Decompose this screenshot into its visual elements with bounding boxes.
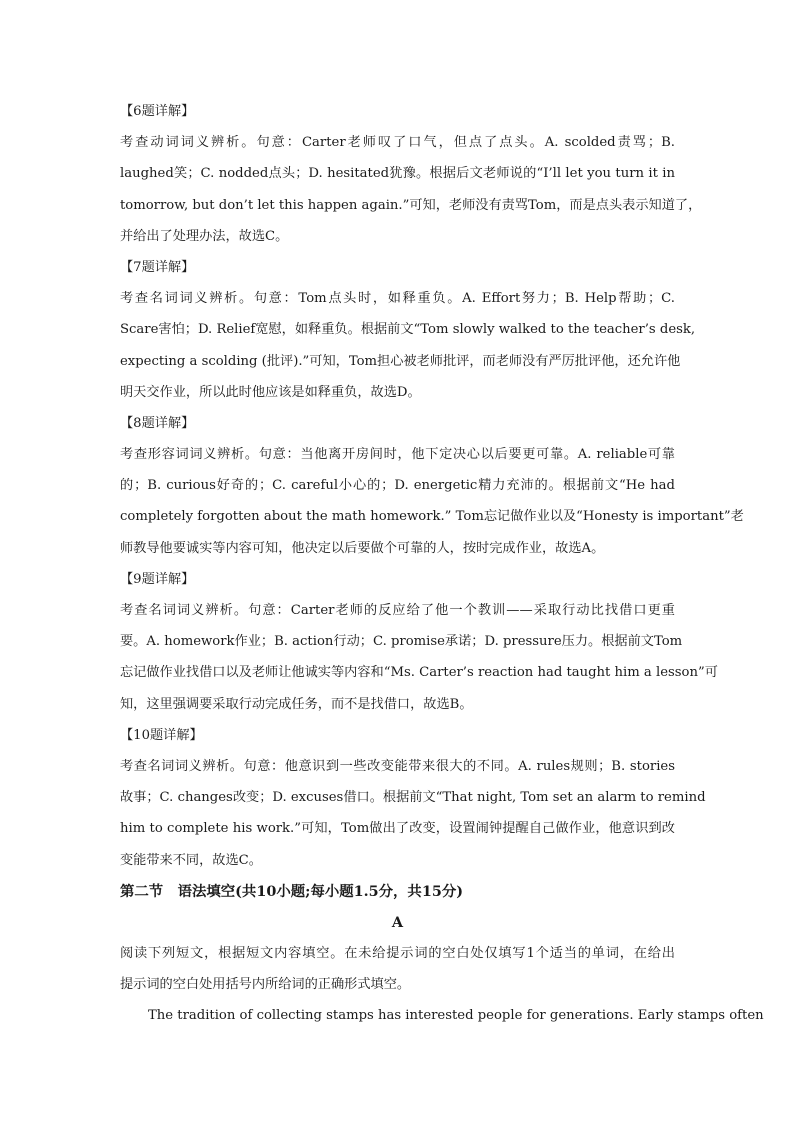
heading-q8: 【8题详解】 (120, 415, 195, 431)
q9-line-4: 知，这里强调要采取行动完成任务，而不是找借口，故选B。 (120, 696, 473, 712)
heading-q6: 【6题详解】 (120, 104, 195, 119)
q10-line-3: him to complete his work.”可知，Tom做出了改变，设置闹钟提醒自己做作业，他意识到改 (120, 821, 675, 837)
q10-line-4: 变能带来不同，故选C。 (120, 852, 262, 868)
q6-line-3: tomorrow, but don’t let this happen again.”可知，老师没有责骂Tom，而是点头表示知道了， (120, 197, 702, 213)
passage-line-1: The tradition of collecting stamps has interested people for generations. Early stamps often (148, 1008, 764, 1024)
q7-line-4: 明天交作业，所以此时他应该是如释重负，故选D。 (120, 384, 421, 400)
q6-line-2: laughed笑；C. nodded点头；D. hesitated犹豫。根据后文老师说的“I’ll let you turn it in (120, 166, 675, 182)
q8-line-1: 考查形容词词义辨析。句意：当他离开房间时，他下定决心以后要更可靠。A. reliable可靠 (120, 447, 675, 463)
heading-q7: 【7题详解】 (120, 259, 195, 275)
q9-line-1: 考查名词词义辨析。句意：Carter老师的反应给了他一个教训——采取行动比找借口更重 (120, 603, 675, 618)
document-page (120, 96, 764, 1032)
q6-line-1: 考查动词词义辨析。句意：Carter老师叹了口气，但点了点头。A. scolded责骂；B. (120, 135, 675, 151)
section-title: 第二节 语法填空(共10小题;每小题1.5分，共15分) (120, 882, 464, 900)
instructions-line-1: 阅读下列短文，根据短文内容填空。在未给提示词的空白处仅填写1个适当的单词，在给出 (120, 946, 675, 962)
q8-line-2: 的；B. curious好奇的；C. careful小心的；D. energetic精力充沛的。根据前文“He had (120, 478, 675, 494)
part-a-heading: A (391, 913, 404, 931)
heading-q9: 【9题详解】 (120, 571, 195, 587)
q7-line-1: 考查名词词义辨析。句意：Tom点头时，如释重负。A. Effort努力；B. Help帮助；C. (120, 291, 675, 307)
q8-line-4: 师教导他要诚实等内容可知，他决定以后要做个可靠的人，按时完成作业，故选A。 (120, 540, 605, 556)
q6-line-4: 并给出了处理办法，故选C。 (120, 228, 289, 244)
q9-line-2: 要。A. homework作业；B. action行动；C. promise承诺；D. pressure压力。根据前文Tom (120, 634, 683, 650)
q7-line-3: expecting a scolding (批评).”可知，Tom担心被老师批评，而老师没有严厉批评他，还允许他 (120, 353, 681, 369)
q8-line-3: completely forgotten about the math homework.” Tom忘记做作业以及“Honesty is important”老 (120, 509, 744, 525)
q10-line-1: 考查名词词义辨析。句意：他意识到一些改变能带来很大的不同。A. rules规则；B. stories (120, 758, 675, 774)
heading-q10: 【10题详解】 (120, 727, 203, 743)
instructions-line-2: 提示词的空白处用括号内所给词的正确形式填空。 (120, 977, 411, 993)
q9-line-3: 忘记做作业找借口以及老师让他诚实等内容和“Ms. Carter’s reaction had taught him a lesson”可 (120, 665, 718, 681)
q10-line-2: 故事；C. changes改变；D. excuses借口。根据前文“That night, Tom set an alarm to remind (120, 790, 706, 806)
q7-line-2: Scare害怕；D. Relief宽慰，如释重负。根据前文“Tom slowly walked to the teacher’s desk, (120, 322, 696, 338)
